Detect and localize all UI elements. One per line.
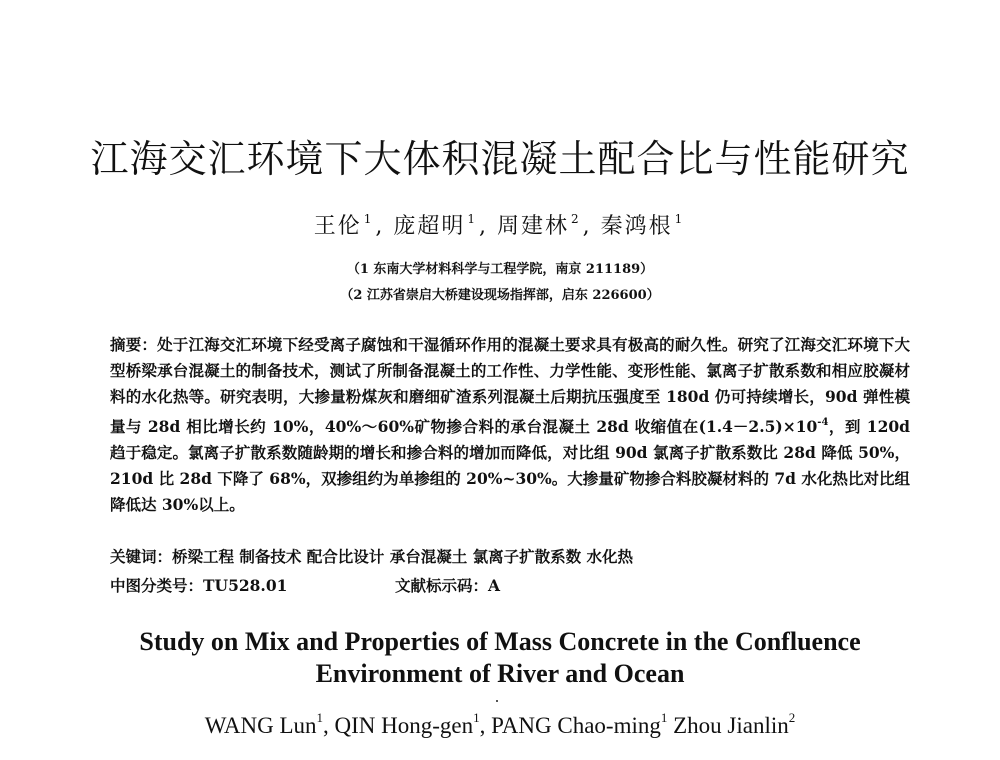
author-list-en <box>0 710 1000 739</box>
abstract-text-continued: ，到 120d 趋于稳定。氯离子扩散系数随龄期的增长和掺合料的增加而降低，对比组 90d 氯离子扩散系数比 28d 降低 50%，210d 比 28d 下降了 68%，双掺组约为单掺组的 20%~30%。大掺量矿物掺合料胶凝材料的 7d 水化热比对比组降低达 30%以上。 <box>110 417 910 514</box>
author-name-en: Zhou Jianlin <box>673 713 789 738</box>
keywords-label: 关键词： <box>110 547 173 566</box>
author-affiliation-mark: 1 <box>467 212 477 226</box>
author-name: 庞超明 <box>393 214 466 239</box>
author-affiliation-mark: 1 <box>363 212 374 226</box>
author-separator: , <box>479 713 492 738</box>
classification-label: 中图分类号： <box>110 576 204 595</box>
keywords-row <box>110 545 910 567</box>
scan-speck <box>496 700 498 702</box>
abstract-block <box>110 332 910 518</box>
abstract-text: 处于江海交汇环境下经受离子腐蚀和干湿循环作用的混凝土要求具有极高的耐久性。研究了江海交汇环境下大型桥梁承台混凝土的制备技术，测试了所制备混凝土的工作性、力学性能、变形性能、氯离子扩散系数和相应胶凝材料的水化热等。研究表明，大掺量粉煤灰和磨细矿渣系列混凝土后期抗压强度至 180d 仍可持续增长，90d 弹性模量与 28d 相比增长约 10%，40%～60%矿物掺合料的承台混凝土 28d 收缩值在(1.4－2.5)×10 <box>110 335 910 436</box>
title-en-line: Environment of River and Ocean <box>315 659 685 688</box>
author-name-en: WANG Lun <box>204 713 317 738</box>
author-name: 秦鸿根 <box>600 214 673 239</box>
author-name: 周建林 <box>497 214 570 239</box>
author-affiliation-mark: 1 <box>316 710 324 725</box>
paper-title-en <box>0 626 1000 690</box>
classification-row <box>110 574 910 596</box>
abstract-label: 摘要： <box>110 335 158 354</box>
document-code-label: 文献标示码： <box>395 576 489 595</box>
author-separator: , <box>323 713 335 738</box>
document-code-value: A <box>488 576 501 595</box>
author-affiliation-mark: 1 <box>660 710 668 725</box>
author-affiliation-mark: 2 <box>571 212 581 226</box>
author-affiliation-mark: 2 <box>788 710 796 725</box>
author-list-cn: 王伦 $^1$, 庞超明 $^1$, 周建林 $^2$, 秦鸿根 $^1$ <box>313 212 685 239</box>
author-name: 王伦 <box>313 214 362 239</box>
classification-value: TU528.01 <box>203 576 288 595</box>
author-name-en: PANG Chao-ming <box>491 713 661 738</box>
affiliation-line: （1 东南大学材料科学与工程学院，南京 211189） <box>346 262 654 277</box>
keywords-text: 桥梁工程 制备技术 配合比设计 承台混凝土 氯离子扩散系数 水化热 <box>172 547 633 566</box>
author-name-en: QIN Hong-gen <box>334 713 474 738</box>
paper-title-cn: 江海交汇环境下大体积混凝土配合比与性能研究 <box>90 137 910 181</box>
author-affiliation-mark: 1 <box>473 710 480 725</box>
affiliation-line: （2 江苏省崇启大桥建设现场指挥部，启东 226600） <box>340 288 660 303</box>
document-code <box>395 574 500 596</box>
abstract-exponent: -4 <box>817 417 829 428</box>
author-affiliation-mark: 1 <box>674 212 685 226</box>
title-en-line: Study on Mix and Properties of Mass Concrete in the Confluence <box>139 627 861 656</box>
